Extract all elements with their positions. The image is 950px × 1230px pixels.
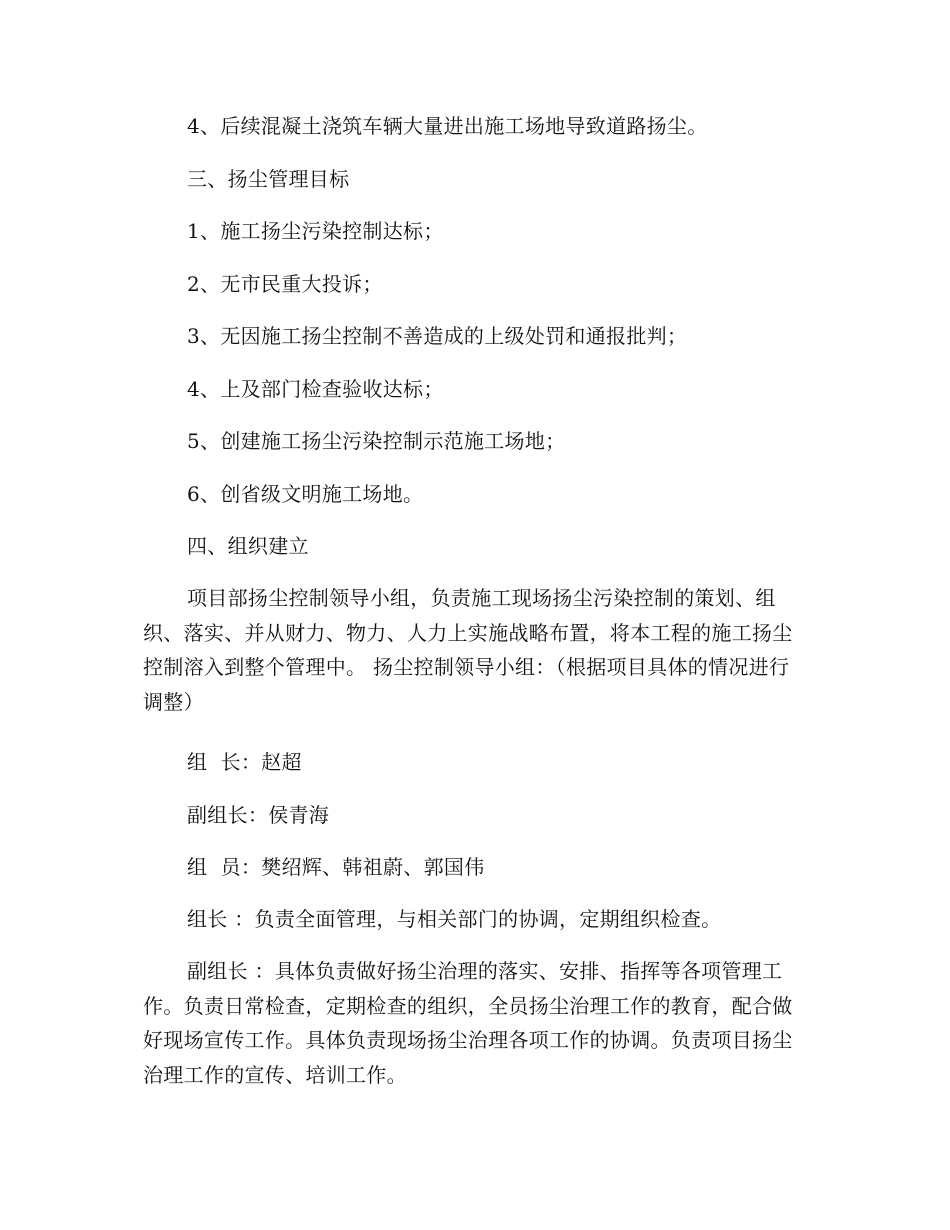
leader-line: 组 长：赵超 bbox=[187, 750, 302, 774]
section-heading-3: 三、扬尘管理目标 bbox=[187, 167, 350, 191]
paragraph-item-4-dust: 4、后续混凝土浇筑车辆大量进出施工场地导致道路扬尘。 bbox=[187, 114, 708, 138]
deputy-duty-paragraph: 副组长 ：具体负责做好扬尘治理的落实、安排、指挥等各项管理工作。负责日常检查，定期检查的组织，全员扬尘治理工作的教育，配合做好现场宣传工作。具体负责现场扬尘治理各项工作的协调。负责项目扬尘治理工作的宣传、培训工作。 bbox=[143, 959, 793, 1087]
section-heading-4: 四、组织建立 bbox=[187, 534, 309, 558]
goal-item-4: 4、上及部门检查验收达标； bbox=[187, 377, 444, 401]
goal-item-3: 3、无因施工扬尘控制不善造成的上级处罚和通报批判； bbox=[187, 324, 688, 348]
goal-item-5: 5、创建施工扬尘污染控制示范施工场地； bbox=[187, 429, 566, 453]
goal-item-2: 2、无市民重大投诉； bbox=[187, 272, 383, 296]
goal-item-1: 1、施工扬尘污染控制达标； bbox=[187, 219, 444, 243]
deputy-leader-line: 副组长：侯青海 bbox=[187, 803, 330, 827]
organization-paragraph: 项目部扬尘控制领导小组，负责施工现场扬尘污染控制的策划、组织、落实、并从财力、物力、人力上实施战略布置，将本工程的施工扬尘控制溶入到整个管理中。 扬尘控制领导小组：（根据项目具体的情况进行调整） bbox=[143, 586, 793, 714]
leader-duty-line: 组长 ：负责全面管理，与相关部门的协调，定期组织检查。 bbox=[187, 907, 722, 931]
members-line: 组 员：樊绍辉、韩祖蔚、郭国伟 bbox=[187, 855, 485, 879]
goal-item-6: 6、创省级文明施工场地。 bbox=[187, 482, 424, 506]
